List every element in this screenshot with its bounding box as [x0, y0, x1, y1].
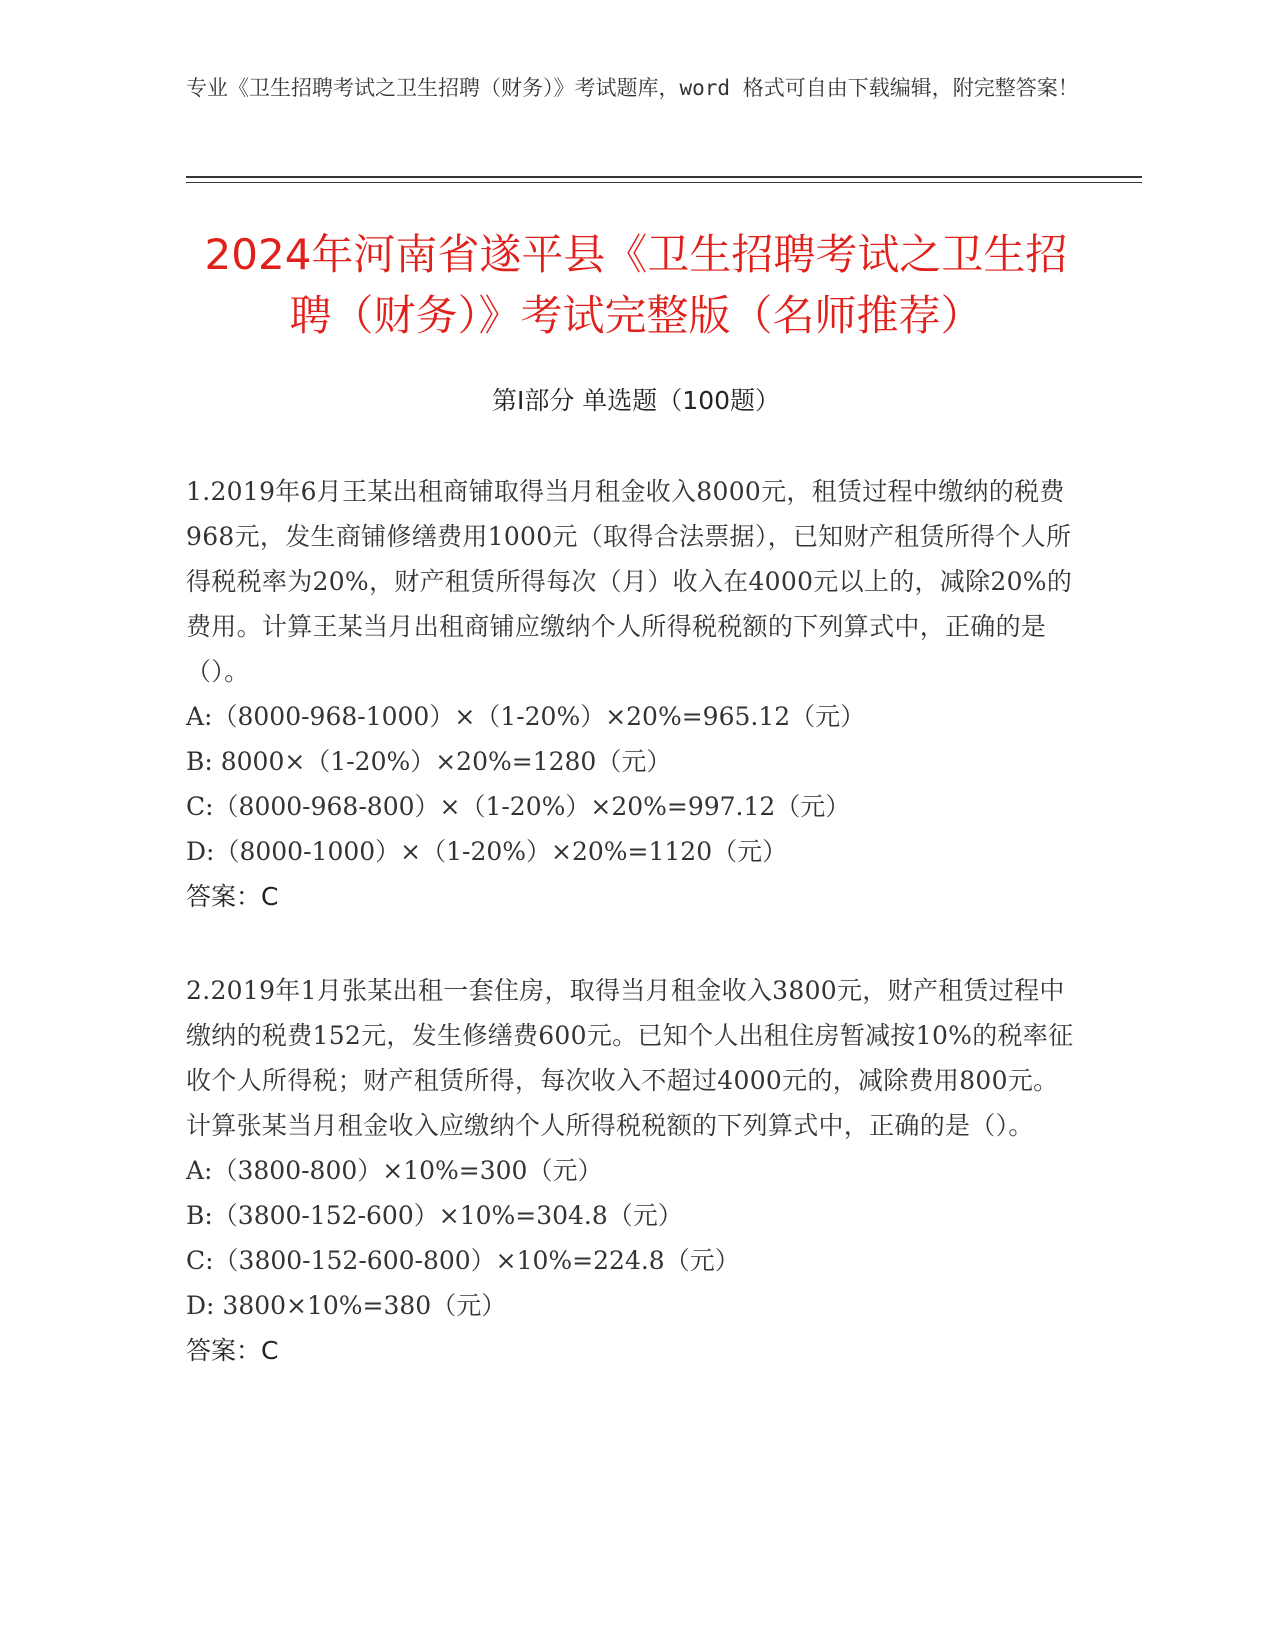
header-note: 专业《卫生招聘考试之卫生招聘（财务）》考试题库，word 格式可自由下载编辑，附完整答案！ [186, 76, 1079, 100]
header-divider [186, 176, 1142, 178]
question-1 [186, 469, 1076, 919]
answer: 答案：C [186, 1336, 279, 1365]
question-stem: 2.2019年1月张某出租一套住房，取得当月租金收入3800元，财产租赁过程中缴纳的税费152元，发生修缮费600元。已知个人出租住房暂减按10%的税率征收个人所得税；财产租赁所得，每次收入不超过4000元的，减除费用800元。计算张某当月租金收入应缴纳个人所得税税额的下列算式中，正确的是（）。 [186, 976, 1074, 1140]
option-b: B:（3800-152-600）×10%=304.8（元） [186, 1201, 683, 1230]
option-a: A:（8000-968-1000）×（1-20%）×20%=965.12（元） [186, 702, 866, 731]
question-stem: 1.2019年6月王某出租商铺取得当月租金收入8000元，租赁过程中缴纳的税费968元，发生商铺修缮费用1000元（取得合法票据），已知财产租赁所得个人所得税税率为20%，财产租赁所得每次（月）收入在4000元以上的，减除20%的费用。计算王某当月出租商铺应缴纳个人所得税税额的下列算式中，正确的是（）。 [186, 477, 1073, 686]
document-title: 2024年河南省遂平县《卫生招聘考试之卫生招聘（财务）》考试完整版（名师推荐） [204, 230, 1068, 340]
option-c: C:（8000-968-800）×（1-20%）×20%=997.12（元） [186, 792, 851, 821]
option-a: A:（3800-800）×10%=300（元） [186, 1156, 603, 1185]
section-title: 第Ⅰ部分 单选题（100题） [491, 386, 781, 415]
option-d: D:（8000-1000）×（1-20%）×20%=1120（元） [186, 837, 788, 866]
option-b: B: 8000×（1-20%）×20%=1280（元） [186, 747, 672, 776]
answer: 答案：C [186, 882, 279, 911]
header-divider-thin [186, 182, 1142, 183]
option-c: C:（3800-152-600-800）×10%=224.8（元） [186, 1246, 740, 1275]
option-d: D: 3800×10%=380（元） [186, 1291, 507, 1320]
question-2 [186, 968, 1076, 1373]
